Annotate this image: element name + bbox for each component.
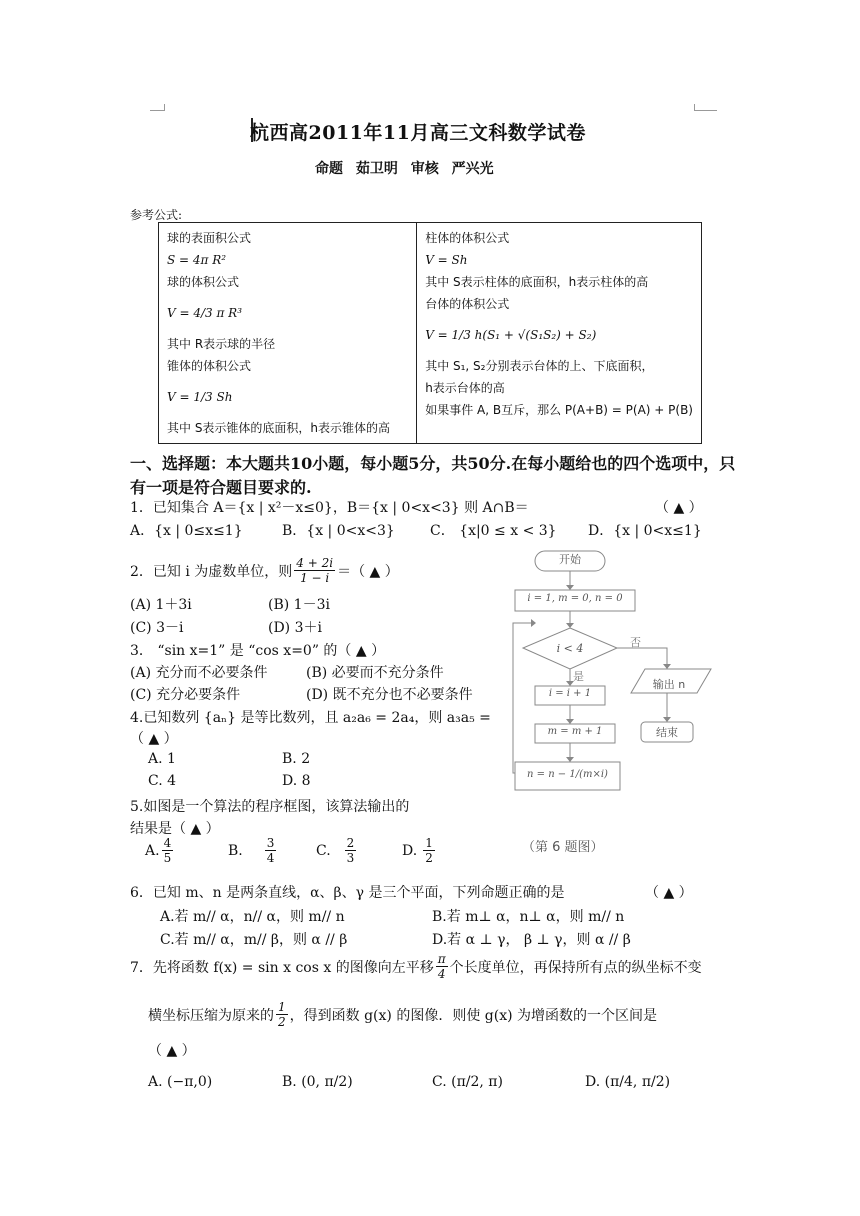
- question-5-option-d: [402, 836, 437, 865]
- formula-line: V = Sh: [425, 253, 468, 267]
- question-2-stem: [130, 556, 399, 585]
- fraction-denominator: 2: [425, 851, 433, 865]
- formula-line: 锥体的体积公式: [167, 359, 252, 373]
- flowchart-start-label: 开始: [559, 553, 581, 566]
- question-7-fraction-2: [276, 1000, 288, 1029]
- formula-line: V = 4/3 π R³: [167, 306, 243, 320]
- option-label: C.: [316, 842, 331, 859]
- question-6-option-b: B.若 m⊥ α，n⊥ α，则 m// n: [432, 909, 625, 925]
- question-4-option-c: C. 4: [148, 773, 177, 789]
- question-1-option-b: B．{x | 0<x<3}: [282, 523, 395, 539]
- flowchart-no-label: 否: [630, 636, 641, 649]
- question-4-option-a: A. 1: [148, 751, 176, 767]
- question-7-option-b: B. (0, π/2): [282, 1074, 353, 1090]
- formula-column-right: [417, 223, 702, 444]
- question-3-stem: 3． “sin x=1” 是 “cos x=0” 的（ ▲ ）: [130, 643, 386, 659]
- formula-line: 其中 S₁, S₂分别表示台体的上、下底面积，: [425, 359, 654, 373]
- fraction-denominator: 4: [266, 851, 275, 865]
- flowchart-output-label: 输出 n: [652, 678, 686, 691]
- question-7-line-2: [148, 1000, 657, 1029]
- formula-line: 台体的体积公式: [425, 297, 510, 311]
- formula-line: 如果事件 A, B互斥，那么 P(A+B) = P(A) + P(B): [425, 403, 693, 417]
- formula-line: 球的体积公式: [167, 275, 240, 289]
- question-7-line-2-pre: 横坐标压缩为原来的: [148, 1007, 274, 1024]
- option-fraction: [345, 836, 357, 865]
- question-1-answer-mark: （ ▲ ）: [655, 500, 703, 516]
- option-fraction: [265, 836, 277, 865]
- question-7-line-1: [130, 952, 702, 981]
- fraction-numerator: 4: [163, 836, 172, 850]
- question-1-stem: 1．已知集合 A＝{x | x²－x≤0}，B＝{x | 0<x<3} 则 A∩B＝: [130, 500, 529, 516]
- flowchart-end-label: 结束: [656, 726, 678, 739]
- question-2-fraction: [294, 556, 335, 585]
- formula-line: S = 4π R²: [167, 253, 227, 267]
- formula-line: 柱体的体积公式: [425, 231, 510, 245]
- question-6-answer-mark: （ ▲ ）: [645, 885, 693, 901]
- fraction-numerator: 4 + 2i: [296, 556, 334, 570]
- formula-line: 球的表面积公式: [167, 231, 252, 245]
- question-2-option-d: (D) 3＋i: [268, 620, 322, 636]
- option-label: D.: [402, 842, 418, 859]
- question-4-option-b: B. 2: [282, 751, 311, 767]
- flowchart-init-label: i = 1, m = 0, n = 0: [527, 593, 623, 604]
- formula-line: V = 1/3 Sh: [167, 390, 233, 404]
- question-6-stem: 6．已知 m、n 是两条直线，α、β、γ 是三个平面，下列命题正确的是: [130, 885, 565, 901]
- formula-column-left: [159, 223, 417, 444]
- fraction-numerator: 3: [266, 836, 275, 850]
- fraction-denominator: 1 − i: [300, 571, 330, 585]
- question-5-option-a: [145, 836, 175, 865]
- option-fraction: [162, 836, 174, 865]
- question-5-line-1: 5.如图是一个算法的程序框图，该算法输出的: [130, 799, 410, 815]
- question-7-line-2-post: ，得到函数 g(x) 的图像．则使 g(x) 为增函数的一个区间是: [289, 1007, 658, 1024]
- question-6-option-a: A.若 m// α，n// α，则 m// n: [160, 909, 345, 925]
- reference-label: 参考公式:: [130, 208, 183, 222]
- fraction-denominator: 4: [437, 967, 446, 981]
- question-7-option-a: A. (−π,0): [148, 1074, 213, 1090]
- question-2-option-b: (B) 1－3i: [268, 597, 330, 613]
- flowchart-step-1-label: i = i + 1: [548, 688, 592, 699]
- question-7-line-1-post: 个长度单位，再保持所有点的纵坐标不变: [449, 959, 702, 976]
- question-2-stem-post: ＝（ ▲ ）: [337, 563, 399, 580]
- question-5-option-b: [228, 836, 278, 865]
- formula-line: 其中 S表示锥体的底面积，h表示锥体的高: [167, 421, 391, 435]
- flowchart-step-3-label: n = n − 1/(m×i): [527, 769, 608, 780]
- question-4-option-d: D. 8: [282, 773, 311, 789]
- fraction-denominator: 5: [163, 851, 172, 865]
- question-7-option-c: C. (π/2, π): [432, 1074, 503, 1090]
- question-2-option-c: (C) 3－i: [130, 620, 184, 636]
- section-heading: 一、选择题：本大题共10小题，每小题5分，共50分.在每小题给也的四个选项中，只有一项是符合题目要求的.: [130, 454, 736, 497]
- option-label: A.: [145, 842, 160, 859]
- question-7-option-d: D. (π/4, π/2): [585, 1074, 671, 1090]
- question-2-option-a: (A) 1＋3i: [130, 597, 192, 613]
- corner-mark-right: [694, 104, 717, 111]
- fraction-numerator: 1: [278, 1000, 286, 1014]
- question-5-line-2: 结果是（ ▲ ）: [130, 821, 220, 837]
- flowchart-condition-label: i < 4: [556, 642, 584, 655]
- question-6-option-d: D.若 α ⊥ γ， β ⊥ γ，则 α // β: [432, 932, 631, 948]
- question-1-option-c: C． {x|0 ≤ x < 3}: [430, 523, 557, 539]
- question-2-stem-pre: 2．已知 i 为虚数单位，则: [130, 563, 293, 580]
- question-5-option-c: [316, 836, 358, 865]
- corner-mark-left: [150, 104, 165, 111]
- fraction-denominator: 3: [346, 851, 355, 865]
- fraction-numerator: π: [437, 952, 446, 966]
- option-label: B.: [228, 842, 243, 859]
- formula-table: [158, 222, 702, 444]
- option-fraction: [423, 836, 435, 865]
- formula-line: h表示台体的高: [425, 381, 505, 395]
- question-7-answer-mark: （ ▲ ）: [148, 1043, 196, 1059]
- question-3-option-c: (C) 充分必要条件: [130, 687, 241, 703]
- authors-line: 命题 茹卫明 审核 严兴光: [315, 161, 494, 177]
- fraction-numerator: 2: [346, 836, 355, 850]
- question-3-option-d: (D) 既不充分也不必要条件: [306, 687, 473, 703]
- fraction-denominator: 2: [278, 1015, 286, 1029]
- question-4-answer-mark: （ ▲ ）: [130, 731, 178, 747]
- formula-line: V = 1/3 h(S₁ + √(S₁S₂) + S₂): [425, 328, 597, 342]
- flowchart-yes-label: 是: [573, 670, 584, 683]
- question-4-stem: 4.已知数列 {aₙ} 是等比数列，且 a₂a₆ = 2a₄，则 a₃a₅ =: [130, 710, 491, 726]
- question-1-option-d: D．{x | 0<x≤1}: [588, 523, 702, 539]
- formula-line: 其中 R表示球的半径: [167, 337, 276, 351]
- question-7-line-1-pre: 7．先将函数 f(x) = sin x cos x 的图像向左平移: [130, 959, 434, 976]
- flowchart-step-2-label: m = m + 1: [547, 726, 603, 737]
- flowchart-caption: （第 6 题图）: [522, 840, 604, 855]
- page-title: 杭西高2011年11月高三文科数学试卷: [250, 122, 586, 144]
- formula-line: 其中 S表示柱体的底面积，h表示柱体的高: [425, 275, 649, 289]
- question-3-option-b: (B) 必要而不充分条件: [306, 665, 444, 681]
- fraction-numerator: 1: [425, 836, 433, 850]
- question-1-option-a: A．{x | 0≤x≤1}: [130, 523, 243, 539]
- question-3-option-a: (A) 充分而不必要条件: [130, 665, 268, 681]
- question-7-fraction-1: [436, 952, 448, 981]
- question-6-option-c: C.若 m// α，m// β，则 α // β: [160, 932, 348, 948]
